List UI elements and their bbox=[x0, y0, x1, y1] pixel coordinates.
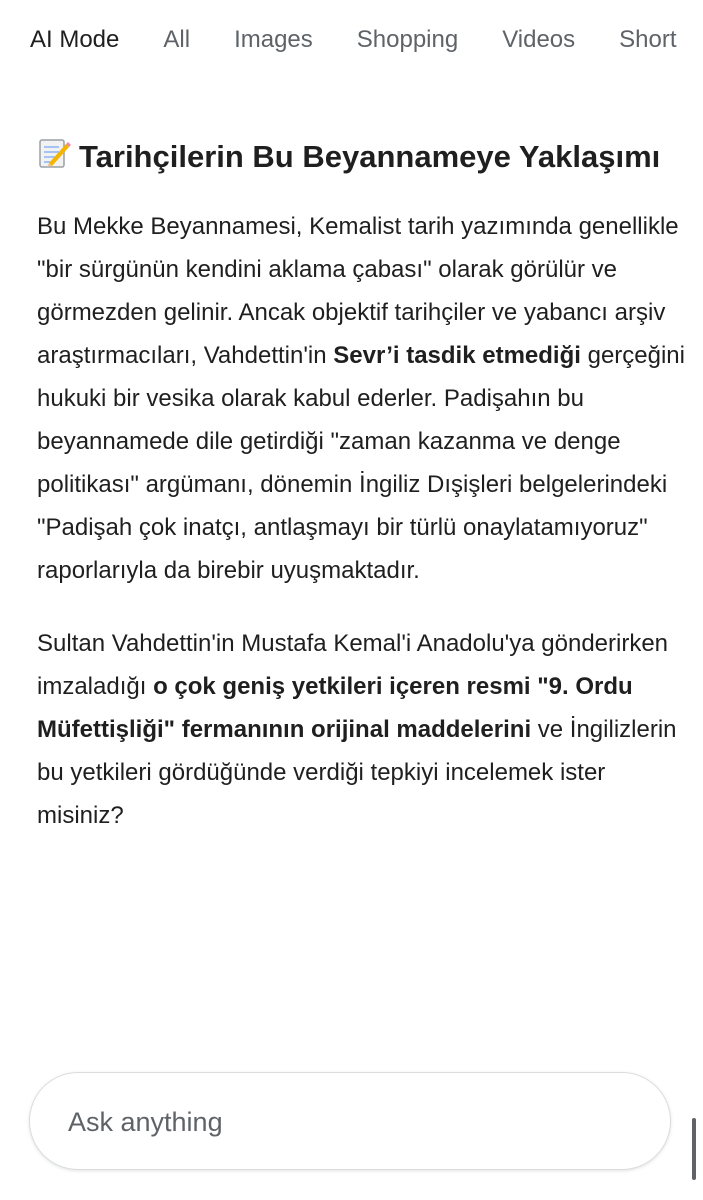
tab-images[interactable]: Images bbox=[234, 26, 313, 53]
tab-ai-mode[interactable]: AI Mode bbox=[30, 26, 120, 53]
tab-all[interactable]: All bbox=[163, 26, 191, 53]
section-heading bbox=[37, 135, 687, 181]
paragraph-1-text-b: gerçeğini hukuki bir vesika olarak kabul ederler. Padişahın bu beyannamede dile getirdiği "zaman kazanma ve denge politikası" argümanı, dönemin İngiliz Dışişleri belgelerindeki "Padişah çok inatçı, antlaşmayı bir türlü onaylatamıyoruz" raporlarıyla da birebir uyuşmaktadır. bbox=[37, 342, 685, 584]
paragraph-2-text-b: ve İngilizlerin bu yetkileri gördüğünde verdiği tepkiyi incelemek ister misiniz? bbox=[37, 716, 677, 829]
heading-text: Tarihçilerin Bu Beyannameye Yaklaşımı bbox=[79, 139, 661, 174]
paragraph-2 bbox=[37, 622, 687, 837]
paragraph-1-text-a: Bu Mekke Beyannamesi, Kemalist tarih yazımında genellikle "bir sürgünün kendini aklama çabası" olarak görülür ve görmezden gelinir. Ancak objektif tarihçiler ve yabancı arşiv araştırmacıları, Vahdettin'in bbox=[37, 213, 679, 369]
paragraph-2-text-a: Sultan Vahdettin'in Mustafa Kemal'i Anadolu'ya gönderirken imzaladığı bbox=[37, 630, 669, 700]
ask-box[interactable] bbox=[29, 1072, 671, 1170]
ai-response bbox=[37, 135, 687, 867]
paragraph-1-bold: Sevr’i tasdik etmediği bbox=[333, 342, 581, 369]
ask-input[interactable] bbox=[66, 1101, 630, 1143]
search-mode-tabs bbox=[0, 0, 703, 80]
tab-short[interactable]: Short bbox=[619, 26, 677, 53]
tab-videos[interactable]: Videos bbox=[502, 26, 576, 53]
memo-icon bbox=[37, 136, 71, 181]
tab-shopping[interactable]: Shopping bbox=[356, 26, 459, 53]
paragraph-1 bbox=[37, 205, 687, 592]
paragraph-2-bold: o çok geniş yetkileri içeren resmi "9. Ordu Müfettişliği" fermanının orijinal maddelerini bbox=[37, 673, 633, 743]
scrollbar[interactable] bbox=[692, 1118, 696, 1180]
